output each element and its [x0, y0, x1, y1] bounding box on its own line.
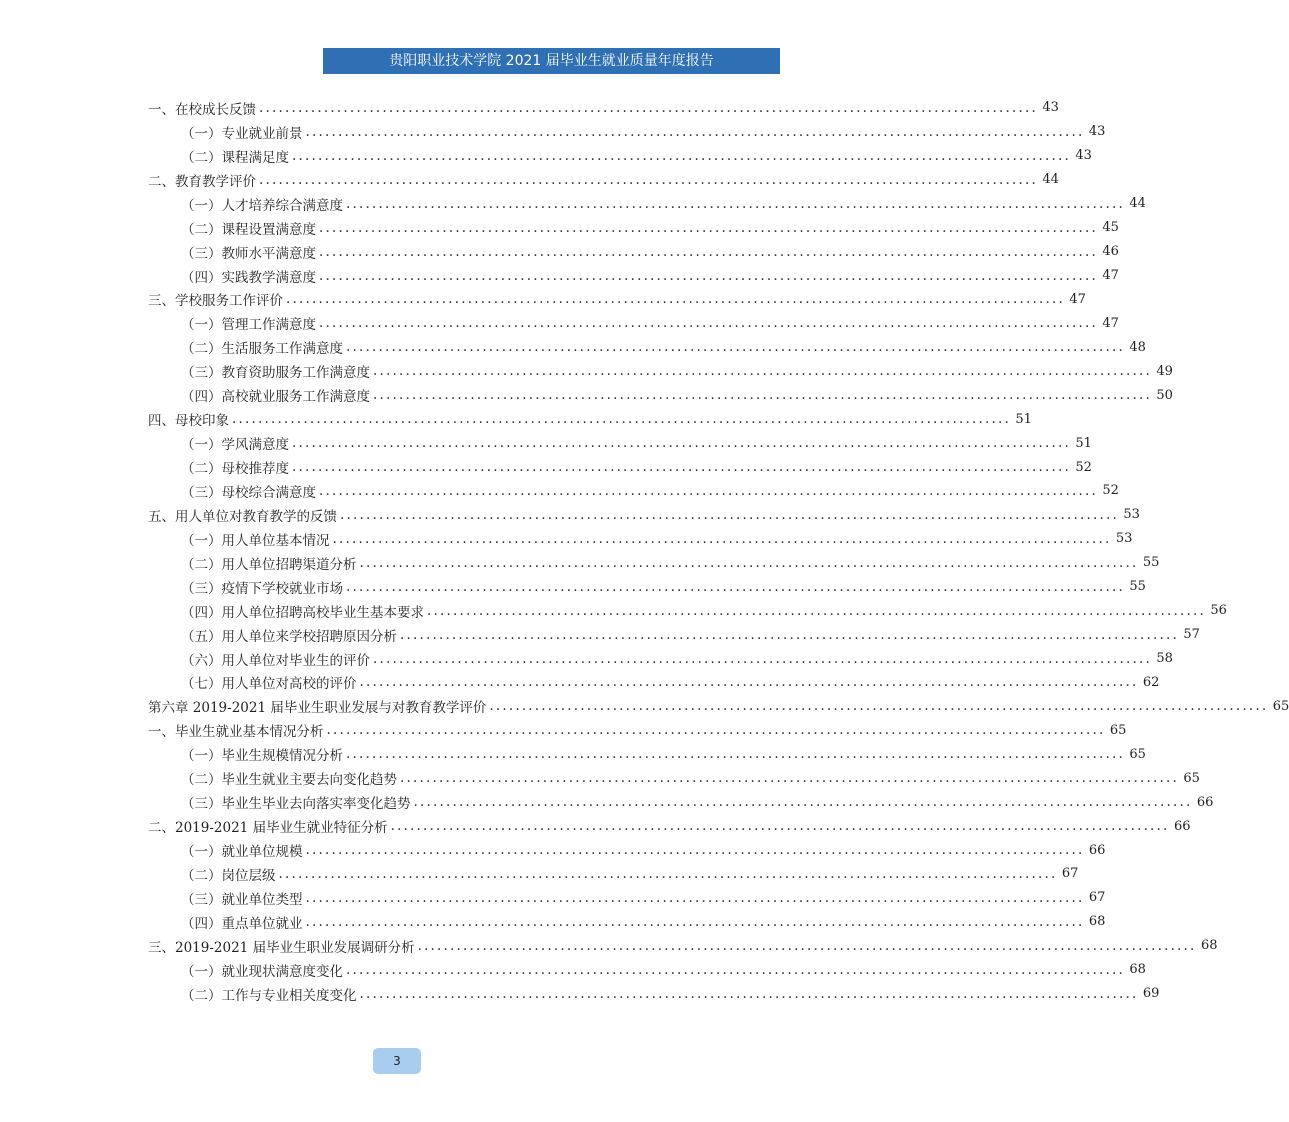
toc-entry[interactable] — [148, 575, 1146, 599]
toc-entry-title: （七）用人单位对高校的评价 — [181, 676, 357, 693]
toc-entry-title: （四）高校就业服务工作满意度 — [181, 389, 370, 406]
toc-entry-title: 五、用人单位对教育教学的反馈 — [148, 508, 337, 525]
toc-entry-page: 56 — [1210, 603, 1227, 619]
toc-entry[interactable] — [148, 790, 1214, 814]
toc-dot-leader: ........................................................................................................................ — [346, 961, 1125, 978]
toc-entry-page: 66 — [1088, 842, 1106, 858]
toc-entry-title: （三）教育资助服务工作满意度 — [181, 365, 370, 382]
toc-entry-page: 68 — [1129, 962, 1146, 978]
toc-entry-page: 50 — [1156, 387, 1173, 403]
toc-dot-leader: ........................................................................................................................ — [346, 339, 1125, 356]
toc-dot-leader: ........................................................................................................................ — [413, 794, 1193, 811]
toc-entry[interactable] — [148, 192, 1146, 216]
toc-entry-title: （一）专业就业前景 — [181, 125, 303, 142]
toc-entry-page: 44 — [1129, 196, 1146, 212]
toc-entry[interactable] — [148, 862, 1079, 886]
toc-entry[interactable] — [148, 551, 1160, 575]
toc-entry-page: 65 — [1109, 722, 1127, 738]
toc-entry-title: （二）岗位层级 — [181, 867, 276, 884]
toc-entry[interactable] — [148, 742, 1146, 766]
toc-entry-page: 68 — [1200, 938, 1218, 954]
toc-dot-leader: ........................................................................................................................ — [286, 291, 1065, 308]
toc-dot-leader: ........................................................................................................................ — [326, 722, 1106, 739]
toc-entry-page: 44 — [1042, 172, 1059, 188]
toc-entry-page: 66 — [1196, 794, 1214, 810]
toc-dot-leader: ........................................................................................................................ — [390, 818, 1170, 835]
toc-entry-page: 51 — [1075, 435, 1092, 451]
page-number: 3 — [393, 1054, 401, 1068]
toc-entry[interactable] — [148, 766, 1200, 790]
toc-dot-leader: ........................................................................................................................ — [305, 842, 1085, 859]
toc-entry-title: （六）用人单位对毕业生的评价 — [181, 652, 370, 669]
toc-entry[interactable] — [148, 958, 1146, 982]
toc-entry-page: 65 — [1272, 698, 1289, 714]
toc-entry-title: （二）课程满足度 — [181, 149, 289, 166]
toc-entry[interactable] — [148, 623, 1200, 647]
toc-entry-page: 52 — [1102, 483, 1119, 499]
toc-entry[interactable] — [148, 814, 1191, 838]
toc-entry-title: （三）就业单位类型 — [181, 891, 303, 908]
toc-dot-leader: ........................................................................................................................ — [332, 530, 1112, 547]
toc-entry-title: （三）教师水平满意度 — [181, 245, 316, 262]
toc-entry-page: 65 — [1183, 770, 1200, 786]
toc-dot-leader: ........................................................................................................................ — [232, 411, 1011, 428]
toc-entry-page: 68 — [1088, 914, 1106, 930]
toc-entry-title: 二、教育教学评价 — [148, 173, 256, 190]
toc-entry-title: （一）用人单位基本情况 — [181, 532, 330, 549]
toc-entry-title: （四）重点单位就业 — [181, 915, 303, 932]
toc-entry-page: 69 — [1142, 986, 1160, 1002]
toc-dot-leader: ........................................................................................................................ — [373, 387, 1152, 404]
toc-entry-title: 二、2019-2021 届毕业生就业特征分析 — [148, 820, 388, 837]
toc-entry[interactable] — [148, 718, 1127, 742]
report-header-banner — [323, 48, 780, 74]
toc-entry[interactable] — [148, 335, 1146, 359]
toc-entry-title: （一）管理工作满意度 — [181, 317, 316, 334]
toc-entry[interactable] — [148, 479, 1119, 503]
toc-entry[interactable] — [148, 431, 1092, 455]
toc-entry-title: （一）人才培养综合满意度 — [181, 197, 343, 214]
toc-dot-leader: ........................................................................................................................ — [373, 363, 1152, 380]
toc-entry-page: 67 — [1061, 866, 1079, 882]
toc-dot-leader: ........................................................................................................................ — [305, 123, 1085, 140]
toc-entry-title: （一）就业单位规模 — [181, 844, 303, 861]
toc-dot-leader: ........................................................................................................................ — [346, 195, 1125, 212]
toc-entry[interactable] — [148, 216, 1119, 240]
toc-entry[interactable] — [148, 455, 1092, 479]
toc-entry-page: 53 — [1123, 507, 1140, 523]
toc-dot-leader: ........................................................................................................................ — [292, 435, 1071, 452]
toc-entry-title: （四）用人单位招聘高校毕业生基本要求 — [181, 604, 424, 621]
table-of-contents — [148, 96, 1289, 1006]
toc-entry[interactable] — [148, 838, 1106, 862]
toc-entry-page: 55 — [1142, 555, 1160, 571]
toc-entry-title: （二）工作与专业相关度变化 — [181, 987, 357, 1004]
toc-entry-page: 51 — [1015, 411, 1032, 427]
toc-dot-leader: ........................................................................................................................ — [319, 482, 1098, 499]
toc-entry[interactable] — [148, 694, 1289, 718]
toc-dot-leader: ........................................................................................................................ — [292, 147, 1071, 164]
toc-entry[interactable] — [148, 120, 1106, 144]
toc-entry-page: 45 — [1102, 220, 1119, 236]
toc-entry[interactable] — [148, 383, 1173, 407]
toc-entry[interactable] — [148, 240, 1119, 264]
toc-entry-page: 57 — [1183, 627, 1200, 643]
toc-entry-title: 三、学校服务工作评价 — [148, 293, 283, 310]
toc-entry[interactable] — [148, 599, 1227, 623]
toc-entry[interactable] — [148, 910, 1106, 934]
toc-dot-leader: ........................................................................................................................ — [319, 315, 1098, 332]
toc-entry-page: 43 — [1042, 100, 1059, 116]
toc-dot-leader: ........................................................................................................................ — [427, 602, 1206, 619]
toc-entry-title: （一）毕业生规模情况分析 — [181, 748, 343, 765]
toc-dot-leader: ........................................................................................................................ — [259, 99, 1038, 116]
toc-dot-leader: ........................................................................................................................ — [340, 506, 1119, 523]
toc-entry-title: （一）学风满意度 — [181, 437, 289, 454]
toc-dot-leader: ........................................................................................................................ — [278, 865, 1058, 882]
toc-entry-page: 62 — [1142, 674, 1160, 690]
toc-dot-leader: ........................................................................................................................ — [292, 459, 1071, 476]
toc-dot-leader: ........................................................................................................................ — [417, 937, 1197, 954]
toc-entry[interactable] — [148, 503, 1140, 527]
report-title: 贵阳职业技术学院 2021 届毕业生就业质量年度报告 — [389, 53, 714, 69]
toc-entry-page: 65 — [1129, 746, 1146, 762]
toc-dot-leader: ........................................................................................................................ — [359, 985, 1139, 1002]
toc-entry[interactable] — [148, 288, 1086, 312]
toc-dot-leader: ........................................................................................................................ — [259, 171, 1038, 188]
toc-entry-page: 43 — [1088, 124, 1106, 140]
toc-entry-page: 46 — [1102, 244, 1119, 260]
toc-entry-title: （一）就业现状满意度变化 — [181, 963, 343, 980]
toc-entry[interactable] — [148, 359, 1173, 383]
toc-entry-title: （五）用人单位来学校招聘原因分析 — [181, 628, 397, 645]
toc-entry-title: （三）母校综合满意度 — [181, 484, 316, 501]
toc-dot-leader: ........................................................................................................................ — [319, 267, 1098, 284]
toc-entry-title: （二）毕业生就业主要去向变化趋势 — [181, 772, 397, 789]
toc-entry-title: 四、母校印象 — [148, 413, 229, 430]
toc-entry-page: 49 — [1156, 363, 1173, 379]
toc-dot-leader: ........................................................................................................................ — [319, 243, 1098, 260]
toc-dot-leader: ........................................................................................................................ — [489, 698, 1269, 715]
toc-entry[interactable] — [148, 311, 1119, 335]
toc-entry-page: 47 — [1069, 291, 1086, 307]
toc-entry-title: （四）实践教学满意度 — [181, 269, 316, 286]
toc-entry-page: 66 — [1173, 818, 1191, 834]
toc-dot-leader: ........................................................................................................................ — [305, 913, 1085, 930]
toc-entry[interactable] — [148, 168, 1059, 192]
toc-entry[interactable] — [148, 934, 1218, 958]
toc-entry-title: （二）生活服务工作满意度 — [181, 341, 343, 358]
toc-entry-page: 52 — [1075, 459, 1092, 475]
toc-entry[interactable] — [148, 982, 1160, 1006]
toc-entry[interactable] — [148, 647, 1173, 671]
toc-dot-leader: ........................................................................................................................ — [319, 219, 1098, 236]
toc-entry-title: 三、2019-2021 届毕业生职业发展调研分析 — [148, 939, 415, 956]
toc-dot-leader: ........................................................................................................................ — [359, 554, 1139, 571]
toc-entry-page: 67 — [1088, 890, 1106, 906]
toc-entry-page: 47 — [1102, 315, 1119, 331]
toc-dot-leader: ........................................................................................................................ — [373, 650, 1152, 667]
toc-entry-title: 第六章 2019-2021 届毕业生职业发展与对教育教学评价 — [148, 700, 487, 717]
toc-dot-leader: ........................................................................................................................ — [346, 578, 1125, 595]
toc-entry-title: （二）母校推荐度 — [181, 461, 289, 478]
toc-dot-leader: ........................................................................................................................ — [400, 770, 1179, 787]
toc-entry-page: 47 — [1102, 268, 1119, 284]
toc-entry-page: 55 — [1129, 579, 1146, 595]
page-number-badge — [373, 1048, 421, 1074]
toc-entry-title: （三）毕业生毕业去向落实率变化趋势 — [181, 796, 411, 813]
toc-entry[interactable] — [148, 886, 1106, 910]
toc-entry[interactable] — [148, 671, 1160, 695]
toc-entry-page: 43 — [1075, 148, 1092, 164]
toc-entry-title: 一、在校成长反馈 — [148, 101, 256, 118]
toc-entry-page: 53 — [1115, 531, 1133, 547]
toc-dot-leader: ........................................................................................................................ — [346, 746, 1125, 763]
toc-entry-page: 58 — [1156, 651, 1173, 667]
toc-entry[interactable] — [148, 527, 1133, 551]
toc-entry[interactable] — [148, 144, 1092, 168]
toc-entry[interactable] — [148, 96, 1059, 120]
toc-dot-leader: ........................................................................................................................ — [305, 889, 1085, 906]
toc-entry-page: 48 — [1129, 339, 1146, 355]
toc-dot-leader: ........................................................................................................................ — [400, 626, 1179, 643]
toc-entry-title: （二）课程设置满意度 — [181, 221, 316, 238]
toc-entry-title: （三）疫情下学校就业市场 — [181, 580, 343, 597]
toc-entry-title: （二）用人单位招聘渠道分析 — [181, 556, 357, 573]
toc-entry[interactable] — [148, 264, 1119, 288]
toc-entry-title: 一、毕业生就业基本情况分析 — [148, 724, 324, 741]
toc-entry[interactable] — [148, 407, 1032, 431]
toc-dot-leader: ........................................................................................................................ — [359, 674, 1139, 691]
